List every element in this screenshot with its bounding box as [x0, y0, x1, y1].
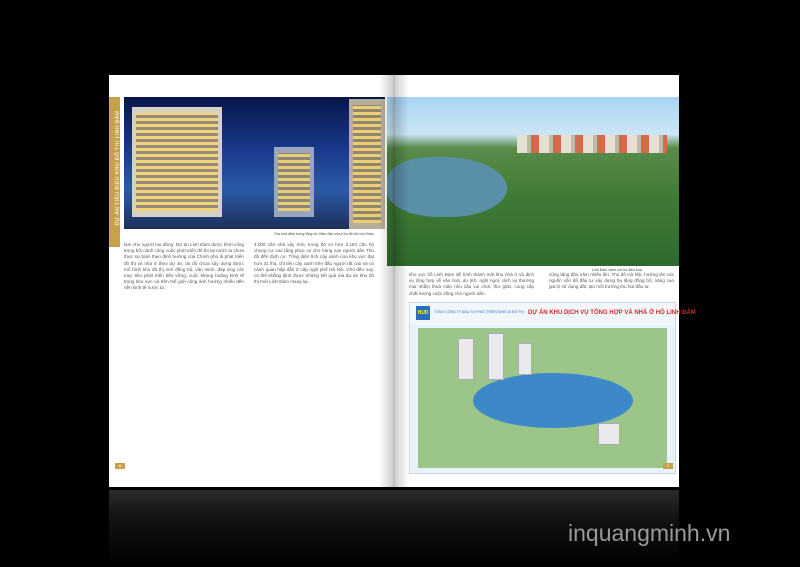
- spine-shadow: [379, 75, 409, 487]
- watermark: inquangminh.vn: [568, 520, 731, 546]
- map-tower: [458, 338, 474, 380]
- hud-logo: HUD: [416, 306, 430, 320]
- building-middle: [274, 147, 314, 217]
- side-tab-text: DỰ ÁN TIÊU BIỂU KHU ĐÔ THỊ LINH ĐÀM: [115, 110, 121, 226]
- page-number-left: 6: [115, 463, 125, 469]
- aerial-lake-photo: [387, 97, 679, 266]
- map-tower: [518, 343, 532, 375]
- night-buildings-photo: [124, 97, 385, 229]
- building-left: [132, 107, 222, 217]
- magazine-spread: [109, 75, 696, 487]
- map-tower: [488, 333, 504, 380]
- left-text-column-1: làm cho người lao động. Dự án Linh Đàm được khởi công trong bối cảnh công cuộc phát triển đô thị tại nước ta chưa thực sự bám theo định hướng của Chính phủ là phát triển đô thị và nhà ở theo dự án, do đó chưa xây dựng được mô hình khu đô thị mới đồng bộ, văn minh, đáp ứng các mục tiêu phát triển bền vững, cuộc khủng hoảng kinh tế trong khu vực và trên thế giới cũng ảnh hưởng nhiều đến nền kinh tế nước ta.: [124, 242, 244, 291]
- skyline: [517, 135, 667, 153]
- map-tower: [598, 423, 620, 445]
- right-text-column-1: khu vực hồ Linh Đàm để hình thành một khu nhà ở và dịch vụ tổng hợp về văn hoá, du lịch, nghỉ ngơi, dịch vụ thương mại nhằm thoả mãn nhu cầu vui chơi, thư giãn, cung cấp chất lượng cuộc sống cho người dân.: [409, 272, 534, 296]
- left-text-column-2: 4.000 căn nhà xây mới, trong đó có hơn 3.150 căn hộ chung cư cao tầng phục vụ cho hàng vạn người dân Thủ đô đến định cư. Tổng diện tích cây xanh của khu vực đạt hơn 31 lha, chỉ tiêu cây xanh trên đầu người rất cao và có cảnh quan hấp dẫn ở cấp ngôi phố Hà Nội. Chó đến nay, có thể khẳng định được những kết quả mà dự án khu đô thị mới Linh Đàm mang lại.: [254, 242, 374, 285]
- map-company: TỔNG CÔNG TY ĐẦU TƯ PHÁT TRIỂN NHÀ VÀ ĐÔ THỊ: [434, 310, 524, 314]
- page-number-right: 7: [663, 463, 673, 469]
- map-title: DỰ ÁN KHU DỊCH VỤ TỔNG HỢP VÀ NHÀ Ở HỒ LINH ĐÀM: [528, 310, 696, 316]
- right-photo-caption: Linh Đàm xanh với hồ điều hoà: [592, 268, 642, 272]
- map-header: [410, 303, 696, 325]
- right-text-column-2: cũng tăng đầu năm nhiều lên. Thủ đô Hà Nội, hướng lên các nguồn vốn để đầu tư xây dựng hạ tầng đồng bộ, nâng cao giá trị sử dụng đất, tạo môi trường thu hút đầu tư.: [549, 272, 674, 290]
- map-lake: [473, 373, 633, 428]
- map-area: [418, 328, 667, 468]
- left-photo-caption: Tòa nhà đêm trong tổng dự thiên đầu của Khu đô thị Linh Đàm: [274, 232, 374, 236]
- side-tab: [109, 97, 120, 247]
- project-map: [409, 302, 696, 474]
